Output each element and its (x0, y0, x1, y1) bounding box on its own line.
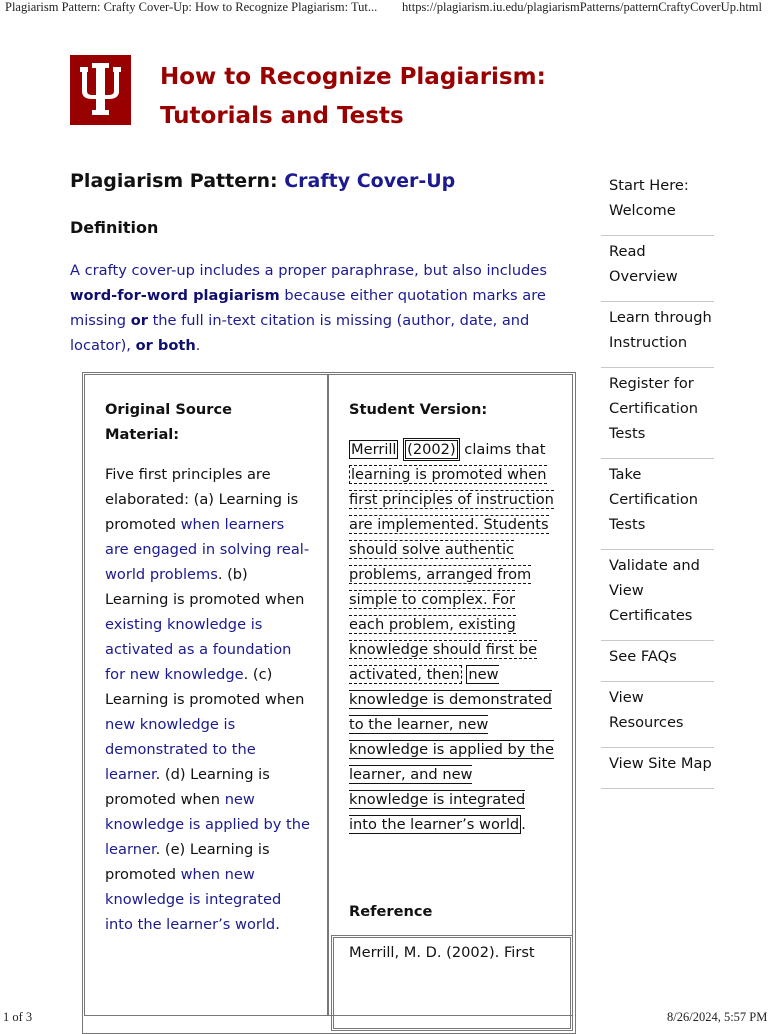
iu-trident-logo-icon[interactable] (70, 55, 131, 125)
definition-heading: Definition (70, 218, 159, 237)
citation-author: Merrill (351, 441, 397, 458)
page-title (70, 170, 455, 192)
student-heading: Student Version: (349, 401, 488, 418)
site-title-line2: Tutorials and Tests (160, 103, 404, 129)
paraphrase-span: learning is promoted when first principles of instruction are implemented. Students should solve authentic problems, arranged from simple to complex. For each problem, existing knowledge should first be activated, then (349, 466, 554, 683)
site-title[interactable] (160, 58, 620, 136)
student-text: Merrill (2002) claims that learning is promoted when first principles of instruction are implemented. Students should solve authentic problems, arranged from simple to complex. For each problem, existing knowledge should first be activated, then new knowledge is demonstrated to the learner, new knowledge is applied by the learner, and new knowledge is integrated into the learner’s world . (349, 437, 554, 837)
sidebar-item-faqs[interactable]: See FAQs (601, 641, 714, 682)
sidebar-item-take-tests[interactable]: Take Certification Tests (601, 459, 714, 550)
copied-span: new knowledge is demonstrated to the learner, new knowledge is applied by the learner, and new knowledge is integrated into the learner’s world (349, 666, 554, 833)
sidebar-nav (601, 170, 714, 789)
sidebar-item-overview[interactable]: Read Overview (601, 236, 714, 302)
source-text: Five first principles are elaborated: (a) Learning is promoted when learners are engaged in solving real-world problems. (b) Learning is promoted when existing knowledge is activated as a foundation for new knowledge. (c) Learning is promoted when new knowledge is demonstrated to the learner. (d) Learning is promoted when new knowledge is applied by the learner. (e) Learning is promoted when new knowledge is integrated into the learner’s world. (105, 466, 310, 933)
sidebar-item-welcome[interactable]: Start Here: Welcome (601, 170, 714, 236)
reference-heading: Reference (349, 903, 433, 920)
reference-text: Merrill, M. D. (2002). First (349, 944, 535, 961)
print-datetime: 8/26/2024, 5:57 PM (667, 1010, 768, 1024)
page-indicator: 1 of 3 (3, 1010, 33, 1024)
page-title-prefix: Plagiarism Pattern: (70, 170, 278, 192)
sidebar-item-instruction[interactable]: Learn through Instruction (601, 302, 714, 368)
page-url[interactable]: https://plagiarism.iu.edu/plagiarismPatterns/patternCraftyCoverUp.html (402, 0, 763, 14)
browser-tab-title: Plagiarism Pattern: Crafty Cover-Up: How to Recognize Plagiarism: Tut... (5, 0, 378, 14)
site-title-line1: How to Recognize Plagiarism: (160, 64, 546, 90)
sidebar-item-resources[interactable]: View Resources (601, 682, 714, 748)
page-title-accent: Crafty Cover-Up (284, 170, 456, 192)
sidebar-item-register[interactable]: Register for Certification Tests (601, 368, 714, 459)
definition-text: A crafty cover-up includes a proper paraphrase, but also includes word-for-word plagiarism because either quotation marks are missing or the full in-text citation is missing (author, date, and locator), or both. (70, 262, 547, 354)
sidebar-item-site-map[interactable]: View Site Map (601, 748, 714, 789)
source-heading: Original Source Material: (105, 401, 233, 443)
citation-year: (2002) (403, 438, 460, 461)
sidebar-item-certificates[interactable]: Validate and View Certificates (601, 550, 714, 641)
